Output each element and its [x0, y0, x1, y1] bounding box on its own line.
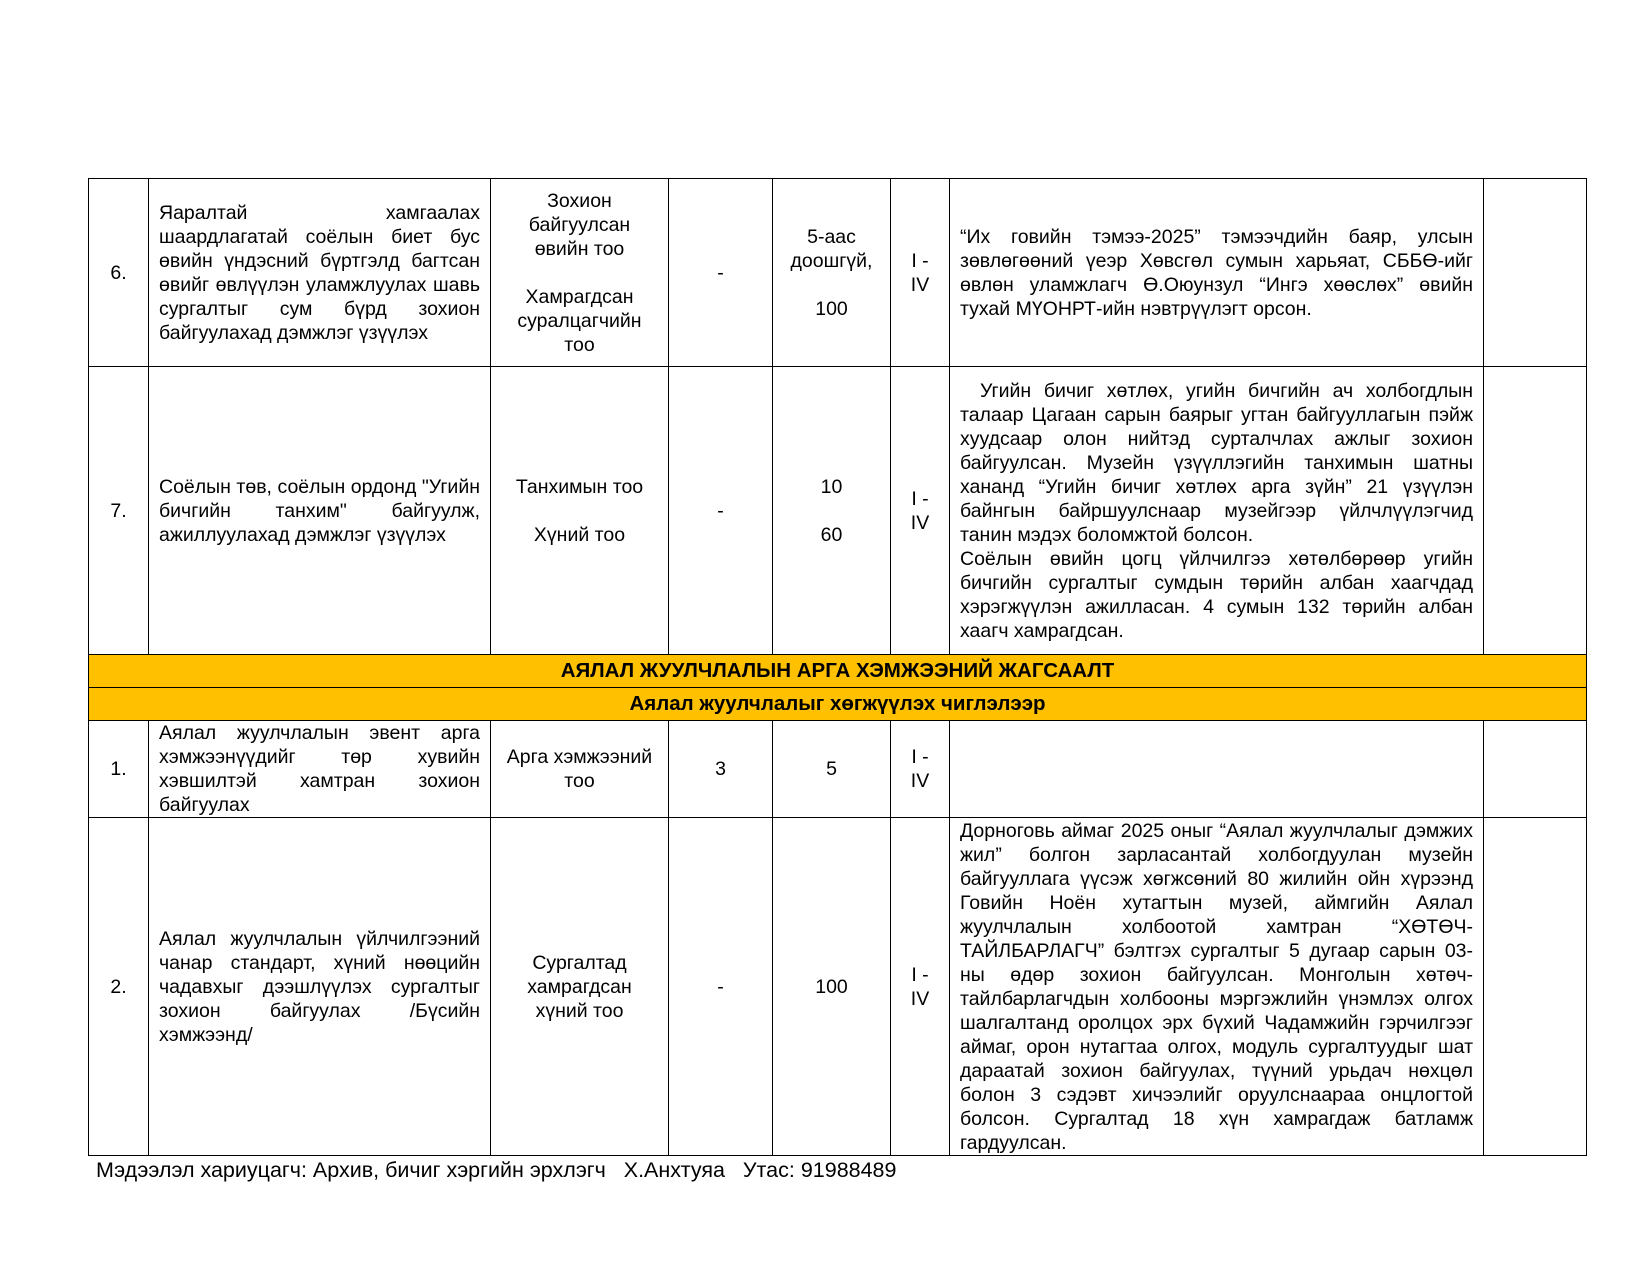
quarter-cell: I - IV [891, 818, 950, 1156]
indicator-cell: Зохион байгуулсан өвийн тоо Хамрагдсан суралцагчийн тоо [491, 179, 669, 367]
row-number: 1. [89, 721, 149, 818]
section-header-row [89, 655, 1587, 688]
row-number: 6. [89, 179, 149, 367]
baseline-cell: - [669, 818, 773, 1156]
activity-cell: Аялал жуулчлалын эвент арга хэмжээнүүдийг төр хувийн хэвшилтэй хамтран зохион байгуулах [149, 721, 491, 818]
row-number: 7. [89, 367, 149, 655]
result-cell [950, 367, 1484, 655]
indicator-cell: Танхимын тоо Хүний тоо [491, 367, 669, 655]
baseline-cell: - [669, 367, 773, 655]
subsection-header-row [89, 688, 1587, 721]
note-cell [1484, 367, 1587, 655]
quarter-cell: I - IV [891, 367, 950, 655]
result-cell: “Их говийн тэмээ-2025” тэмээчдийн баяр, улсын зөвлөгөөний үеэр Хөвсгөл сумын харьяат, СББӨ-ийг өвлөн уламжлагч Ө.Оюунзул “Ингэ хөөслөх” өвийн тухай МҮОНРТ-ийн нэвтрүүлэгт орсон. [950, 179, 1484, 367]
indicator-cell: Арга хэмжээний тоо [491, 721, 669, 818]
result-paragraph: Угийн бичиг хөтлөх, угийн бичгийн ач холбогдлын талаар Цагаан сарын баярыг угтан байгууллагын пэйж хуудсаар олон нийтэд сурталчлах ажлыг зохион байгуулсан. Музейн үзүүллэгийн танхимын шатны хананд “Угийн бичиг хөтлөх арга зүйн” 21 үзүүлэн байнгын байршуулснаар музейгээр үйлчлүүлэгчид танин мэдэх боломжтой болсон. [960, 379, 1473, 546]
note-cell [1484, 179, 1587, 367]
table-row [89, 367, 1587, 655]
activity-cell: Соёлын төв, соёлын ордонд "Угийн бичгийн танхим" байгуулж, ажиллуулахад дэмжлэг үзүүлэх [149, 367, 491, 655]
activity-cell: Аялал жуулчлалын үйлчилгээний чанар стандарт, хүний нөөцийн чадавхыг дээшлүүлэх сургалтыг зохион байгуулах /Бүсийн хэмжээнд/ [149, 818, 491, 1156]
target-cell: 5-аас доошгүй, 100 [773, 179, 891, 367]
note-cell [1484, 818, 1587, 1156]
section-title: АЯЛАЛ ЖУУЛЧЛАЛЫН АРГА ХЭМЖЭЭНИЙ ЖАГСААЛТ [89, 655, 1587, 688]
quarter-cell: I - IV [891, 179, 950, 367]
activity-cell: Яаралтай хамгаалах шаардлагатай соёлын биет бус өвийн үндэсний бүртгэлд багтсан өвийг өвлүүлэн уламжлуулах шавь сургалтыг сум бүрд зохион байгуулахад дэмжлэг үзүүлэх [149, 179, 491, 367]
table-row [89, 179, 1587, 367]
table-row [89, 818, 1587, 1156]
target-cell: 10 60 [773, 367, 891, 655]
result-paragraph: Соёлын өвийн цогц үйлчилгээ хөтөлбөрөөр угийн бичгийн сургалтыг сумдын төрийн албан хаагчдад хэрэгжүүлэн ажилласан. 4 сумын 132 төрийн албан хаагч хамрагдсан. [960, 547, 1473, 642]
quarter-cell: I - IV [891, 721, 950, 818]
note-cell [1484, 721, 1587, 818]
target-cell: 5 [773, 721, 891, 818]
action-plan-table [88, 178, 1587, 1156]
result-cell: Дорноговь аймаг 2025 оныг “Аялал жуулчлалыг дэмжих жил” болгон зарласантай холбогдуулан музейн байгууллага үүсэж хөгжсөний 80 жилийн ойн хүрээнд Говийн Ноён хутагтын музей, аймгийн Аялал жуулчлалын холбоотой хамтран “ХӨТӨЧ-ТАЙЛБАРЛАГЧ” бэлтгэх сургалтыг 5 дугаар сарын 03-ны өдөр зохион байгуулсан. Монголын хөтөч-тайлбарлагчдын холбооны мэргэжлийн үнэмлэх олгох шалгалтанд оролцох эрх бүхий Чадамжийн гэрчилгээг аймаг, орон нутагтаа олгох, модуль сургалтуудыг шат дараатай зохион байгуулах, түүний урьдач нөхцөл болон 3 сэдэвт хичээлийг оруулснаараа онцлогтой болсон. Сургалтад 18 хүн хамрагдаж батламж гардуулсан. [950, 818, 1484, 1156]
responsible-person-footer: Мэдээлэл хариуцагч: Архив, бичиг хэргийн эрхлэгч Х.Анхтуяа Утас: 91988489 [96, 1158, 897, 1182]
subsection-title: Аялал жуулчлалыг хөгжүүлэх чиглэлээр [89, 688, 1587, 721]
indicator-cell: Сургалтад хамрагдсан хүний тоо [491, 818, 669, 1156]
target-cell: 100 [773, 818, 891, 1156]
result-cell [950, 721, 1484, 818]
table-row [89, 721, 1587, 818]
row-number: 2. [89, 818, 149, 1156]
baseline-cell: - [669, 179, 773, 367]
baseline-cell: 3 [669, 721, 773, 818]
